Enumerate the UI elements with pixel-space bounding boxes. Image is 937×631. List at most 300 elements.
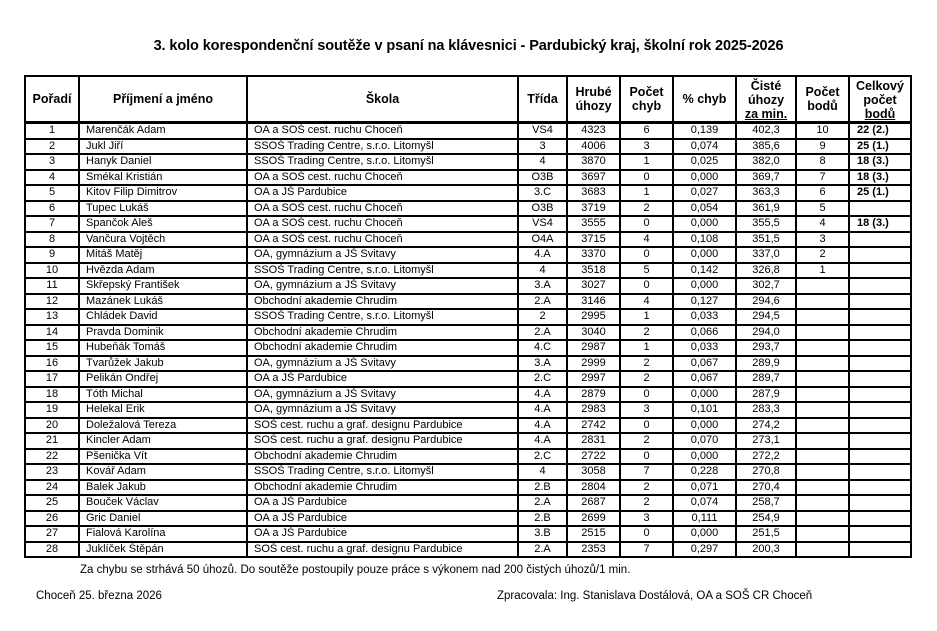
cell-points xyxy=(796,371,849,387)
header-rank: Pořadí xyxy=(25,76,79,123)
cell-rank: 23 xyxy=(25,464,79,480)
cell-points: 10 xyxy=(796,123,849,139)
processed-by: Zpracovala: Ing. Stanislava Dostálová, OA a SOŠ CR Choceň xyxy=(497,590,813,602)
table-row xyxy=(25,371,911,387)
cell-gross: 2742 xyxy=(567,418,620,434)
cell-gross: 2804 xyxy=(567,480,620,496)
cell-points xyxy=(796,449,849,465)
cell-school: OA a JŠ Pardubice xyxy=(247,185,518,201)
cell-class: O3B xyxy=(518,201,567,217)
cell-error-pct: 0,074 xyxy=(673,495,736,511)
cell-name: Hubeňák Tomáš xyxy=(79,340,247,356)
cell-net: 272,2 xyxy=(736,449,796,465)
cell-error-pct: 0,142 xyxy=(673,263,736,279)
table-row xyxy=(25,480,911,496)
cell-net: 385,6 xyxy=(736,139,796,155)
table-row xyxy=(25,340,911,356)
cell-gross: 2687 xyxy=(567,495,620,511)
table-row xyxy=(25,170,911,186)
cell-rank: 14 xyxy=(25,325,79,341)
cell-gross: 2983 xyxy=(567,402,620,418)
cell-gross: 2879 xyxy=(567,387,620,403)
cell-class: 4.A xyxy=(518,387,567,403)
cell-gross: 2831 xyxy=(567,433,620,449)
cell-total xyxy=(849,449,911,465)
cell-class: 2 xyxy=(518,309,567,325)
cell-school: Obchodní akademie Chrudim xyxy=(247,480,518,496)
cell-rank: 26 xyxy=(25,511,79,527)
cell-class: O4A xyxy=(518,232,567,248)
cell-name: Mazánek Lukáš xyxy=(79,294,247,310)
cell-school: OA a JŠ Pardubice xyxy=(247,495,518,511)
cell-errors: 4 xyxy=(620,232,673,248)
cell-school: Obchodní akademie Chrudim xyxy=(247,340,518,356)
cell-gross: 4323 xyxy=(567,123,620,139)
cell-name: Smékal Kristián xyxy=(79,170,247,186)
cell-rank: 9 xyxy=(25,247,79,263)
table-row xyxy=(25,278,911,294)
cell-error-pct: 0,066 xyxy=(673,325,736,341)
cell-class: 3.A xyxy=(518,356,567,372)
table-row xyxy=(25,542,911,558)
cell-name: Kovář Adam xyxy=(79,464,247,480)
cell-errors: 1 xyxy=(620,185,673,201)
rules-note: Za chybu se strhává 50 úhozů. Do soutěže postoupily pouze práce s výkonem nad 200 čistých úhozů/1 min. xyxy=(80,564,631,576)
cell-errors: 0 xyxy=(620,216,673,232)
cell-total xyxy=(849,294,911,310)
cell-name: Fialová Karolína xyxy=(79,526,247,542)
cell-total xyxy=(849,340,911,356)
cell-points xyxy=(796,340,849,356)
cell-total xyxy=(849,356,911,372)
cell-name: Pravda Dominik xyxy=(79,325,247,341)
cell-error-pct: 0,033 xyxy=(673,340,736,356)
table-row xyxy=(25,449,911,465)
cell-net: 402,3 xyxy=(736,123,796,139)
header-total-points: Celkový počet bodů xyxy=(849,76,911,123)
table-row xyxy=(25,511,911,527)
cell-gross: 3058 xyxy=(567,464,620,480)
table-row xyxy=(25,495,911,511)
cell-net: 294,0 xyxy=(736,325,796,341)
header-name: Příjmení a jméno xyxy=(79,76,247,123)
cell-rank: 3 xyxy=(25,154,79,170)
table-header-row xyxy=(25,76,911,123)
cell-errors: 1 xyxy=(620,154,673,170)
cell-net: 274,2 xyxy=(736,418,796,434)
cell-school: SOŠ cest. ruchu a graf. designu Pardubice xyxy=(247,542,518,558)
cell-gross: 2999 xyxy=(567,356,620,372)
cell-rank: 17 xyxy=(25,371,79,387)
cell-points xyxy=(796,387,849,403)
cell-gross: 2987 xyxy=(567,340,620,356)
cell-name: Balek Jakub xyxy=(79,480,247,496)
cell-total xyxy=(849,464,911,480)
cell-net: 355,5 xyxy=(736,216,796,232)
cell-school: OA, gymnázium a JŠ Svitavy xyxy=(247,356,518,372)
cell-points xyxy=(796,433,849,449)
cell-school: OA a JŠ Pardubice xyxy=(247,526,518,542)
header-class: Třída xyxy=(518,76,567,123)
cell-error-pct: 0,127 xyxy=(673,294,736,310)
cell-name: Vančura Vojtěch xyxy=(79,232,247,248)
cell-gross: 4006 xyxy=(567,139,620,155)
cell-points xyxy=(796,325,849,341)
cell-school: SSOŠ Trading Centre, s.r.o. Litomyšl xyxy=(247,464,518,480)
cell-name: Pšenička Vít xyxy=(79,449,247,465)
cell-rank: 24 xyxy=(25,480,79,496)
cell-name: Hanyk Daniel xyxy=(79,154,247,170)
cell-name: Juklíček Štěpán xyxy=(79,542,247,558)
cell-rank: 19 xyxy=(25,402,79,418)
cell-gross: 2515 xyxy=(567,526,620,542)
cell-class: 2.C xyxy=(518,449,567,465)
cell-class: O3B xyxy=(518,170,567,186)
cell-error-pct: 0,025 xyxy=(673,154,736,170)
cell-class: 4.A xyxy=(518,402,567,418)
cell-name: Bouček Václav xyxy=(79,495,247,511)
cell-rank: 21 xyxy=(25,433,79,449)
cell-name: Spančok Aleš xyxy=(79,216,247,232)
cell-error-pct: 0,074 xyxy=(673,139,736,155)
cell-total xyxy=(849,325,911,341)
cell-net: 337,0 xyxy=(736,247,796,263)
cell-gross: 3555 xyxy=(567,216,620,232)
table-row xyxy=(25,294,911,310)
cell-class: 4.C xyxy=(518,340,567,356)
cell-gross: 3697 xyxy=(567,170,620,186)
table-row xyxy=(25,216,911,232)
table-row xyxy=(25,201,911,217)
cell-rank: 4 xyxy=(25,170,79,186)
cell-name: Tupec Lukáš xyxy=(79,201,247,217)
cell-school: SSOŠ Trading Centre, s.r.o. Litomyšl xyxy=(247,154,518,170)
table-row xyxy=(25,418,911,434)
table-row xyxy=(25,526,911,542)
cell-points xyxy=(796,480,849,496)
cell-class: 2.C xyxy=(518,371,567,387)
cell-net: 254,9 xyxy=(736,511,796,527)
cell-total xyxy=(849,201,911,217)
cell-errors: 0 xyxy=(620,170,673,186)
cell-class: VS4 xyxy=(518,123,567,139)
cell-net: 382,0 xyxy=(736,154,796,170)
cell-name: Kincler Adam xyxy=(79,433,247,449)
cell-errors: 0 xyxy=(620,418,673,434)
header-net-keystrokes: Čisté úhozy za min. xyxy=(736,76,796,123)
cell-school: OA a SOŠ cest. ruchu Choceň xyxy=(247,216,518,232)
cell-error-pct: 0,228 xyxy=(673,464,736,480)
cell-error-pct: 0,070 xyxy=(673,433,736,449)
cell-school: OA, gymnázium a JŠ Svitavy xyxy=(247,247,518,263)
cell-rank: 1 xyxy=(25,123,79,139)
cell-net: 200,3 xyxy=(736,542,796,558)
cell-total xyxy=(849,480,911,496)
header-error-count: Počet chyb xyxy=(620,76,673,123)
cell-total: 25 (1.) xyxy=(849,185,911,201)
cell-points xyxy=(796,464,849,480)
cell-error-pct: 0,000 xyxy=(673,526,736,542)
cell-error-pct: 0,111 xyxy=(673,511,736,527)
cell-school: OA, gymnázium a JŠ Svitavy xyxy=(247,387,518,403)
cell-errors: 2 xyxy=(620,201,673,217)
cell-net: 270,8 xyxy=(736,464,796,480)
cell-school: OA a JŠ Pardubice xyxy=(247,511,518,527)
header-gross-keystrokes: Hrubé úhozy xyxy=(567,76,620,123)
cell-class: 3.A xyxy=(518,278,567,294)
table-row xyxy=(25,356,911,372)
cell-class: 2.A xyxy=(518,325,567,341)
cell-total xyxy=(849,402,911,418)
cell-rank: 10 xyxy=(25,263,79,279)
cell-error-pct: 0,108 xyxy=(673,232,736,248)
cell-total: 18 (3.) xyxy=(849,154,911,170)
cell-rank: 7 xyxy=(25,216,79,232)
table-row xyxy=(25,309,911,325)
header-school: Škola xyxy=(247,76,518,123)
cell-points: 3 xyxy=(796,232,849,248)
cell-rank: 16 xyxy=(25,356,79,372)
table-row xyxy=(25,185,911,201)
cell-net: 369,7 xyxy=(736,170,796,186)
cell-rank: 5 xyxy=(25,185,79,201)
cell-name: Tvarůžek Jakub xyxy=(79,356,247,372)
cell-error-pct: 0,101 xyxy=(673,402,736,418)
cell-points: 9 xyxy=(796,139,849,155)
cell-total: 25 (1.) xyxy=(849,139,911,155)
cell-rank: 13 xyxy=(25,309,79,325)
cell-errors: 3 xyxy=(620,139,673,155)
cell-errors: 0 xyxy=(620,449,673,465)
cell-errors: 2 xyxy=(620,371,673,387)
cell-school: OA a JŠ Pardubice xyxy=(247,371,518,387)
cell-net: 293,7 xyxy=(736,340,796,356)
cell-class: 4.A xyxy=(518,247,567,263)
cell-class: 3.B xyxy=(518,526,567,542)
cell-points: 2 xyxy=(796,247,849,263)
cell-net: 289,7 xyxy=(736,371,796,387)
cell-name: Chládek David xyxy=(79,309,247,325)
cell-total xyxy=(849,309,911,325)
cell-net: 289,9 xyxy=(736,356,796,372)
table-row xyxy=(25,232,911,248)
cell-name: Hvězda Adam xyxy=(79,263,247,279)
cell-school: Obchodní akademie Chrudim xyxy=(247,449,518,465)
table-row xyxy=(25,402,911,418)
cell-gross: 2353 xyxy=(567,542,620,558)
cell-gross: 2722 xyxy=(567,449,620,465)
cell-points: 4 xyxy=(796,216,849,232)
cell-total xyxy=(849,247,911,263)
cell-errors: 2 xyxy=(620,495,673,511)
table-row xyxy=(25,123,911,139)
cell-gross: 3027 xyxy=(567,278,620,294)
cell-errors: 7 xyxy=(620,464,673,480)
cell-rank: 2 xyxy=(25,139,79,155)
cell-errors: 2 xyxy=(620,480,673,496)
cell-name: Mitáš Matěj xyxy=(79,247,247,263)
cell-error-pct: 0,067 xyxy=(673,356,736,372)
cell-net: 294,6 xyxy=(736,294,796,310)
table-row xyxy=(25,387,911,403)
cell-errors: 3 xyxy=(620,511,673,527)
table-row xyxy=(25,263,911,279)
cell-class: 4 xyxy=(518,263,567,279)
header-error-percent: % chyb xyxy=(673,76,736,123)
table-row xyxy=(25,154,911,170)
cell-school: OA, gymnázium a JŠ Svitavy xyxy=(247,278,518,294)
cell-errors: 1 xyxy=(620,309,673,325)
cell-class: 2.B xyxy=(518,511,567,527)
cell-net: 302,7 xyxy=(736,278,796,294)
cell-net: 287,9 xyxy=(736,387,796,403)
cell-errors: 2 xyxy=(620,433,673,449)
cell-gross: 3683 xyxy=(567,185,620,201)
cell-gross: 2997 xyxy=(567,371,620,387)
cell-gross: 3370 xyxy=(567,247,620,263)
table-row xyxy=(25,139,911,155)
cell-gross: 3518 xyxy=(567,263,620,279)
cell-school: Obchodní akademie Chrudim xyxy=(247,325,518,341)
cell-name: Pelikán Ondřej xyxy=(79,371,247,387)
cell-class: 3.C xyxy=(518,185,567,201)
cell-rank: 6 xyxy=(25,201,79,217)
cell-name: Jukl Jiří xyxy=(79,139,247,155)
cell-rank: 12 xyxy=(25,294,79,310)
cell-rank: 22 xyxy=(25,449,79,465)
cell-total xyxy=(849,387,911,403)
cell-points xyxy=(796,294,849,310)
cell-class: 4 xyxy=(518,464,567,480)
cell-class: 2.A xyxy=(518,294,567,310)
cell-class: 3 xyxy=(518,139,567,155)
header-points: Počet bodů xyxy=(796,76,849,123)
cell-total xyxy=(849,263,911,279)
cell-net: 361,9 xyxy=(736,201,796,217)
cell-name: Tóth Michal xyxy=(79,387,247,403)
cell-total: 18 (3.) xyxy=(849,170,911,186)
cell-net: 273,1 xyxy=(736,433,796,449)
cell-rank: 28 xyxy=(25,542,79,558)
cell-rank: 27 xyxy=(25,526,79,542)
cell-total xyxy=(849,371,911,387)
cell-total xyxy=(849,418,911,434)
cell-points xyxy=(796,511,849,527)
cell-school: OA a SOŠ cest. ruchu Choceň xyxy=(247,123,518,139)
cell-name: Helekal Erik xyxy=(79,402,247,418)
cell-error-pct: 0,000 xyxy=(673,247,736,263)
cell-total xyxy=(849,542,911,558)
cell-school: OA, gymnázium a JŠ Svitavy xyxy=(247,402,518,418)
results-table xyxy=(24,75,912,558)
cell-gross: 2699 xyxy=(567,511,620,527)
cell-points: 6 xyxy=(796,185,849,201)
cell-school: SOŠ cest. ruchu a graf. designu Pardubice xyxy=(247,418,518,434)
cell-errors: 0 xyxy=(620,278,673,294)
cell-school: OA a SOŠ cest. ruchu Choceň xyxy=(247,201,518,217)
cell-rank: 11 xyxy=(25,278,79,294)
cell-school: Obchodní akademie Chrudim xyxy=(247,294,518,310)
document-title: 3. kolo korespondenční soutěže v psaní na klávesnici - Pardubický kraj, školní rok 2025-2026 xyxy=(153,38,784,54)
cell-net: 251,5 xyxy=(736,526,796,542)
cell-error-pct: 0,033 xyxy=(673,309,736,325)
cell-class: 4.A xyxy=(518,418,567,434)
cell-gross: 3040 xyxy=(567,325,620,341)
cell-error-pct: 0,000 xyxy=(673,418,736,434)
cell-name: Kitov Filip Dimitrov xyxy=(79,185,247,201)
cell-errors: 1 xyxy=(620,340,673,356)
cell-net: 326,8 xyxy=(736,263,796,279)
cell-rank: 15 xyxy=(25,340,79,356)
cell-errors: 0 xyxy=(620,387,673,403)
cell-gross: 3719 xyxy=(567,201,620,217)
cell-error-pct: 0,054 xyxy=(673,201,736,217)
cell-class: 2.A xyxy=(518,495,567,511)
cell-errors: 7 xyxy=(620,542,673,558)
cell-school: SSOŠ Trading Centre, s.r.o. Litomyšl xyxy=(247,309,518,325)
cell-school: SSOŠ Trading Centre, s.r.o. Litomyšl xyxy=(247,263,518,279)
cell-points xyxy=(796,542,849,558)
cell-school: SSOŠ Trading Centre, s.r.o. Litomyšl xyxy=(247,139,518,155)
cell-school: SOŠ cest. ruchu a graf. designu Pardubice xyxy=(247,433,518,449)
cell-gross: 3870 xyxy=(567,154,620,170)
cell-rank: 25 xyxy=(25,495,79,511)
cell-errors: 2 xyxy=(620,325,673,341)
cell-points: 8 xyxy=(796,154,849,170)
table-row xyxy=(25,325,911,341)
cell-points xyxy=(796,526,849,542)
cell-errors: 5 xyxy=(620,263,673,279)
table-row xyxy=(25,433,911,449)
cell-class: 2.A xyxy=(518,542,567,558)
cell-points xyxy=(796,402,849,418)
cell-net: 294,5 xyxy=(736,309,796,325)
cell-errors: 0 xyxy=(620,247,673,263)
cell-total xyxy=(849,511,911,527)
cell-error-pct: 0,027 xyxy=(673,185,736,201)
cell-rank: 8 xyxy=(25,232,79,248)
cell-points xyxy=(796,309,849,325)
cell-points: 7 xyxy=(796,170,849,186)
cell-errors: 0 xyxy=(620,526,673,542)
cell-points: 5 xyxy=(796,201,849,217)
cell-points xyxy=(796,418,849,434)
cell-gross: 2995 xyxy=(567,309,620,325)
cell-name: Gric Daniel xyxy=(79,511,247,527)
cell-net: 283,3 xyxy=(736,402,796,418)
cell-errors: 6 xyxy=(620,123,673,139)
cell-class: 4 xyxy=(518,154,567,170)
cell-total: 18 (3.) xyxy=(849,216,911,232)
cell-total xyxy=(849,433,911,449)
cell-net: 363,3 xyxy=(736,185,796,201)
cell-error-pct: 0,000 xyxy=(673,387,736,403)
cell-total xyxy=(849,278,911,294)
cell-errors: 3 xyxy=(620,402,673,418)
cell-total: 22 (2.) xyxy=(849,123,911,139)
cell-points xyxy=(796,278,849,294)
table-row xyxy=(25,247,911,263)
cell-error-pct: 0,297 xyxy=(673,542,736,558)
cell-error-pct: 0,139 xyxy=(673,123,736,139)
cell-error-pct: 0,071 xyxy=(673,480,736,496)
cell-school: OA a SOŠ cest. ruchu Choceň xyxy=(247,170,518,186)
cell-school: OA a SOŠ cest. ruchu Choceň xyxy=(247,232,518,248)
table-row xyxy=(25,464,911,480)
place-date: Choceň 25. března 2026 xyxy=(36,590,162,602)
cell-name: Doležalová Tereza xyxy=(79,418,247,434)
cell-gross: 3715 xyxy=(567,232,620,248)
